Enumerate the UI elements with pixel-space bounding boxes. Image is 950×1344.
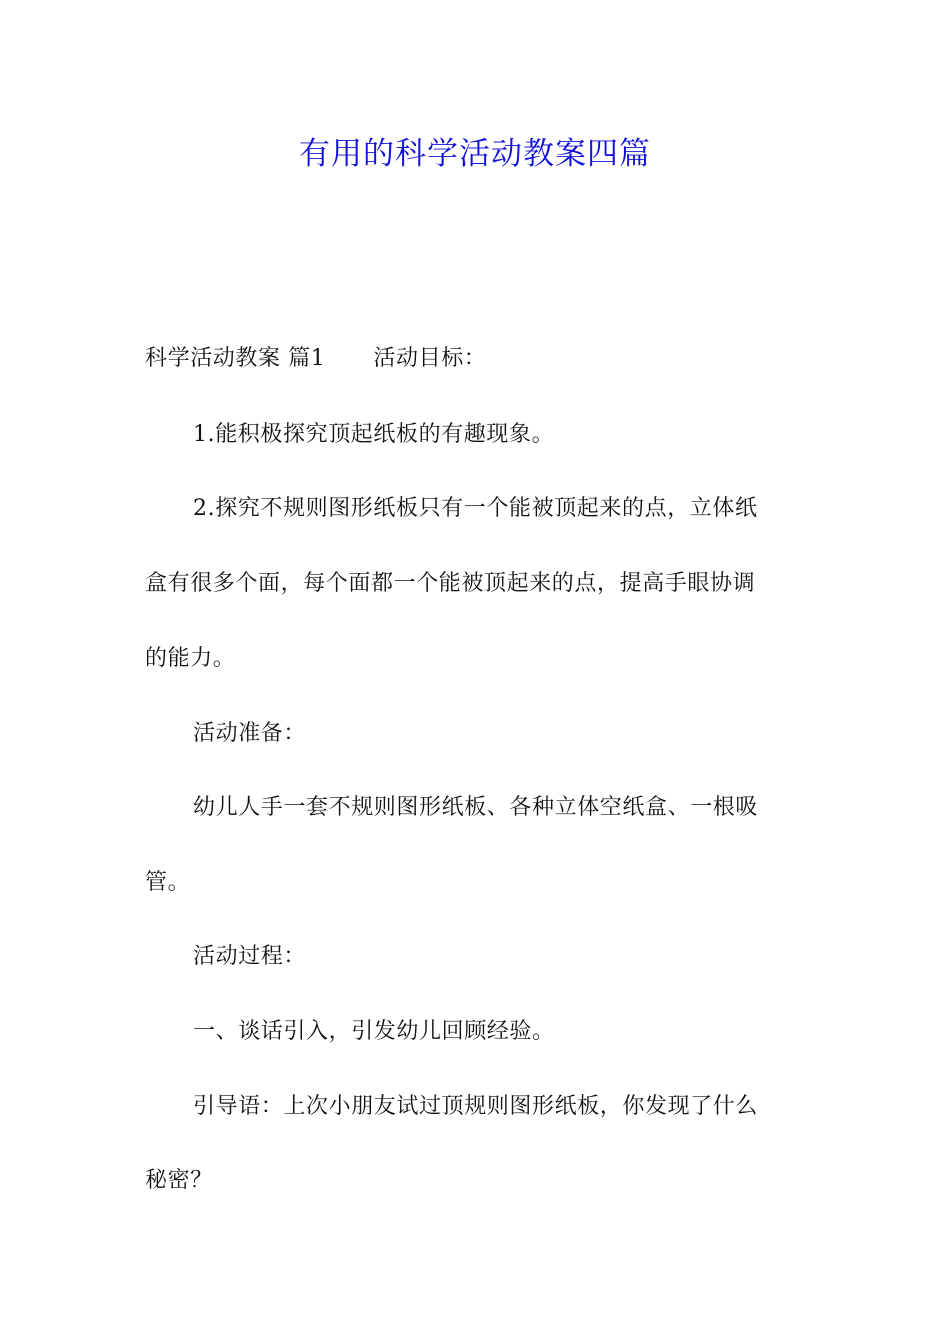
body-line: 2.探究不规则图形纸板只有一个能被顶起来的点，立体纸 — [193, 496, 758, 521]
body-line: 幼儿人手一套不规则图形纸板、各种立体空纸盒、一根吸 — [193, 795, 759, 820]
body-line: 活动过程： — [193, 944, 307, 969]
body-line: 秘密？ — [145, 1168, 213, 1193]
body-line: 活动准备： — [193, 721, 307, 746]
section-subheading: 活动目标： — [373, 346, 487, 371]
body-line: 一、谈话引入，引发幼儿回顾经验。 — [193, 1019, 555, 1044]
body-line: 的能力。 — [145, 646, 236, 671]
body-line: 引导语：上次小朋友试过顶规则图形纸板，你发现了什么 — [193, 1094, 759, 1119]
body-line: 盒有很多个面，每个面都一个能被顶起来的点，提高手眼协调 — [145, 571, 756, 596]
section-heading-row — [145, 343, 815, 375]
document-title: 有用的科学活动教案四篇 — [299, 136, 651, 172]
body-line: 1.能积极探究顶起纸板的有趣现象。 — [193, 422, 555, 447]
section-part-label: 科学活动教案 篇1 — [145, 346, 326, 371]
body-line: 管。 — [145, 870, 191, 895]
